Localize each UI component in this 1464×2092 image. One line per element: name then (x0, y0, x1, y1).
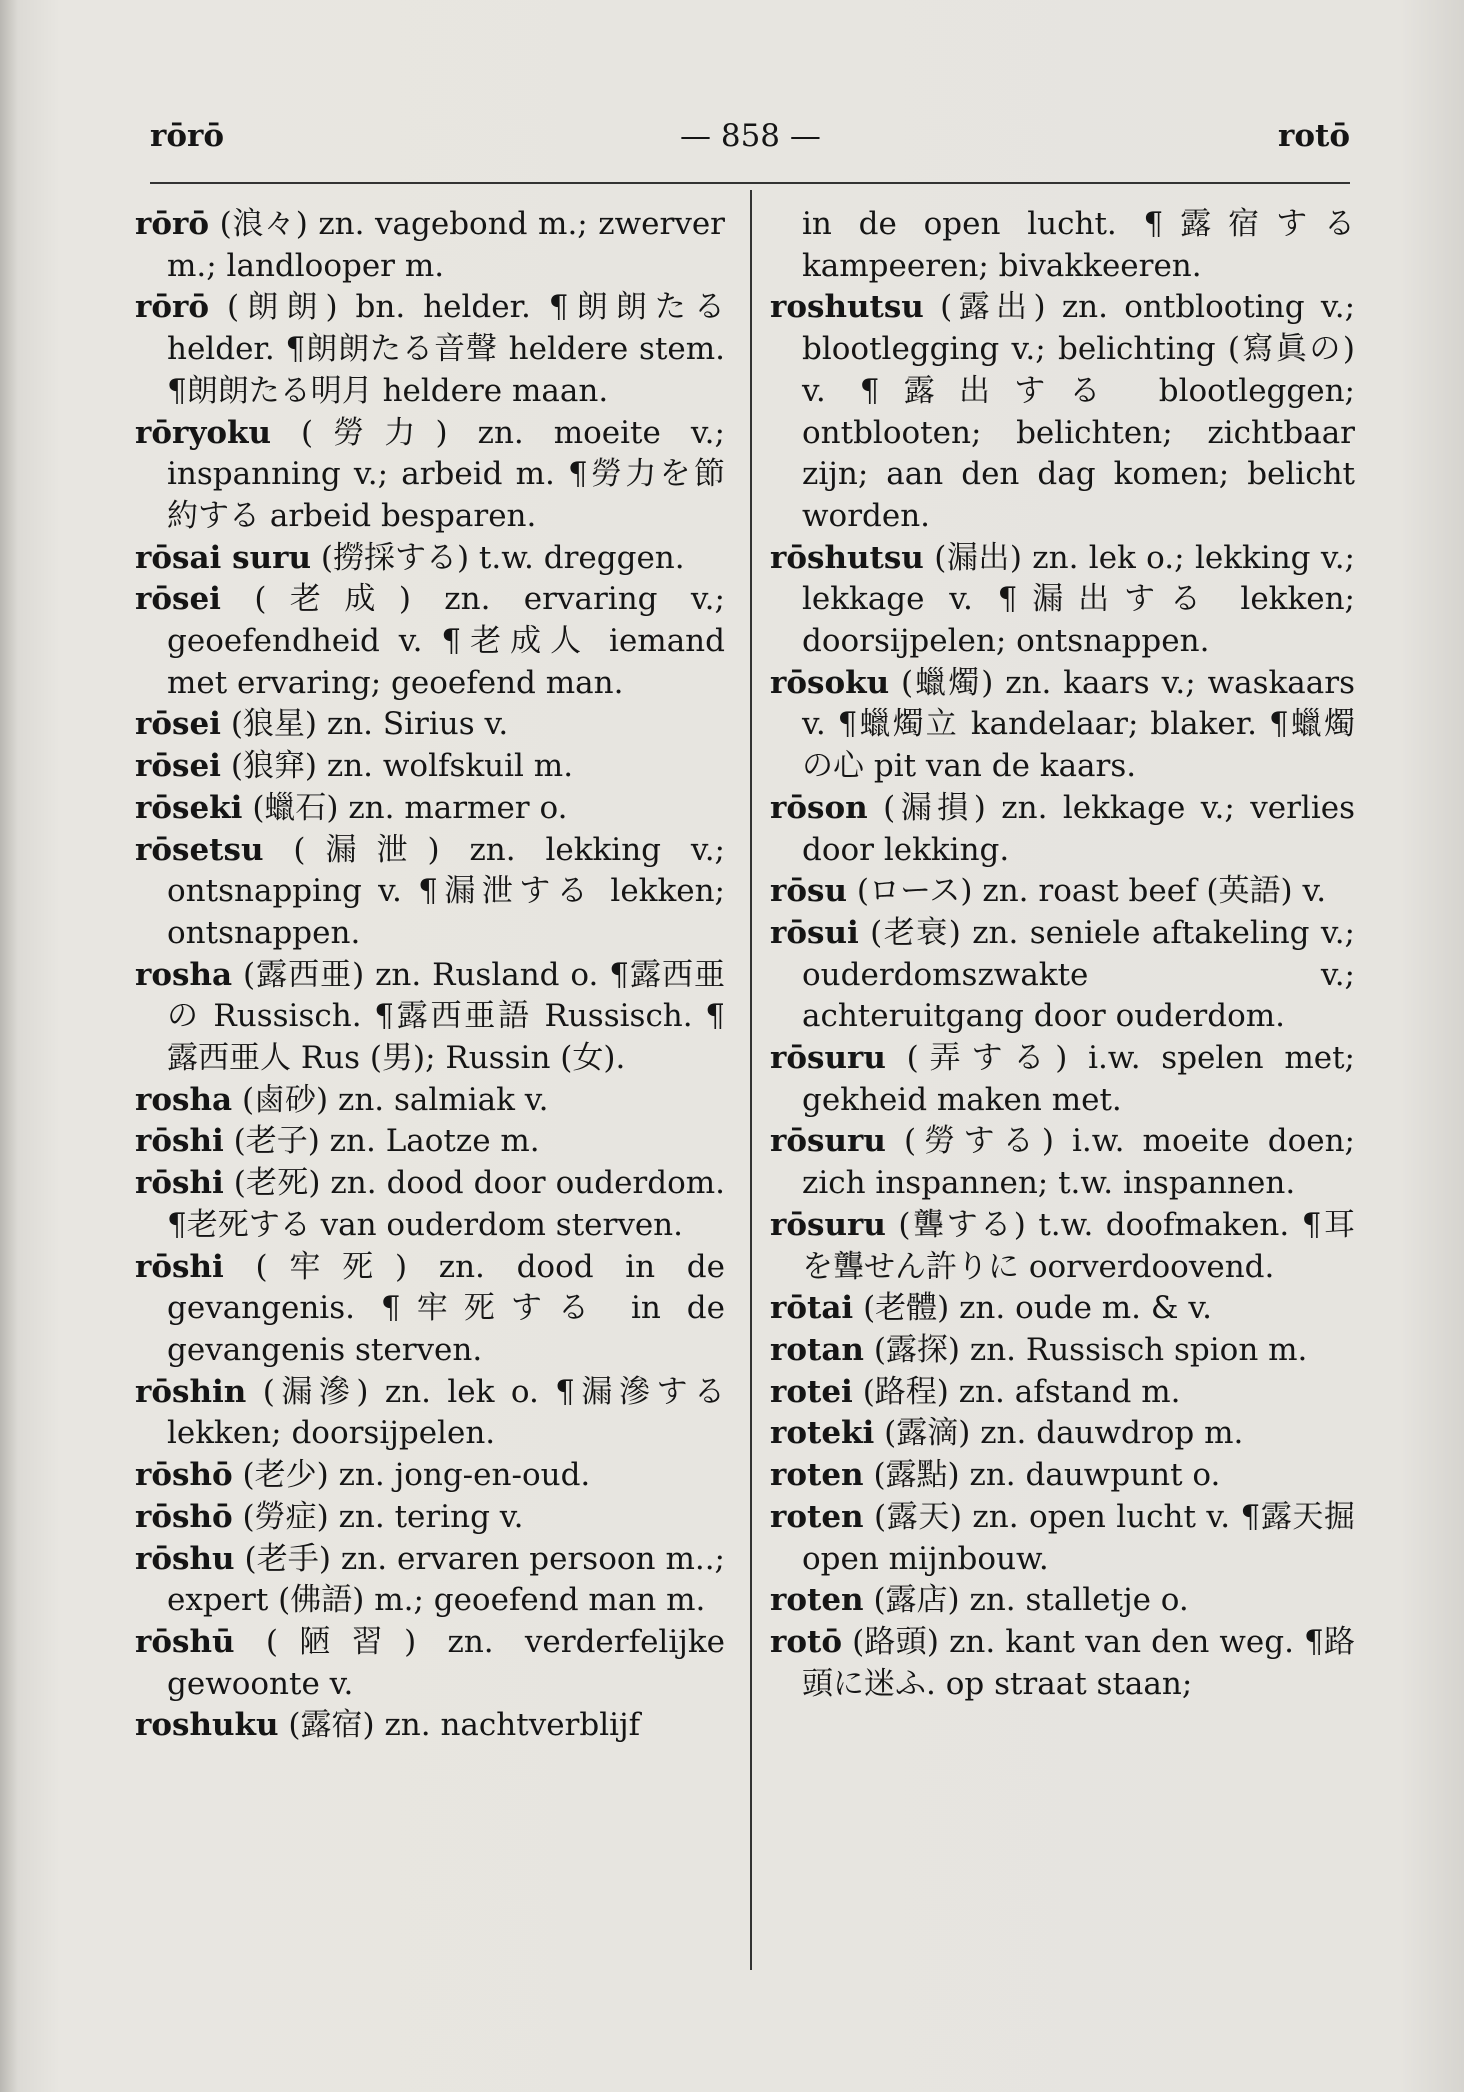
entry-definition: (漏出) zn. lek o.; lekking v.; lekkage v. ¶漏出する lekken; doorsijpelen; ontsnappen. (802, 539, 1355, 660)
dictionary-entry (770, 1205, 1355, 1288)
entry-headword: rōryoku (135, 414, 272, 451)
dictionary-entry (135, 538, 725, 580)
entry-headword: rōshin (135, 1373, 247, 1410)
entry-definition: (漏損) zn. lekkage v.; verlies door lekking. (802, 789, 1356, 868)
entry-headword: rōsei (135, 581, 221, 618)
entry-definition: (鹵砂) zn. salmiak v. (241, 1081, 549, 1118)
dictionary-entry (770, 1497, 1355, 1580)
header-rule (150, 182, 1350, 184)
entry-headword: roshuku (135, 1707, 279, 1744)
entry-headword: rōseki (135, 789, 243, 826)
column-divider (750, 190, 752, 1970)
page-header (150, 118, 1350, 168)
entry-headword: rōsai suru (135, 539, 311, 576)
entry-definition: (老衰) zn. seniele aftakeling v.; ouderdomszwakte v.; achteruitgang door ouderdom. (802, 914, 1356, 1035)
entry-definition: (蠟石) zn. marmer o. (252, 789, 568, 826)
entry-definition: (勞する) i.w. moeite doen; zich inspannen; t.w. inspannen. (802, 1123, 1355, 1202)
entry-definition: (老手) zn. ervaren persoon m..; expert (佛語) m.; geoefend man m. (167, 1540, 725, 1619)
entry-definition: (露滴) zn. dauwdrop m. (884, 1415, 1244, 1452)
entry-headword: rōshi (135, 1123, 224, 1160)
dictionary-entry (135, 704, 725, 746)
dictionary-entry (770, 1288, 1355, 1330)
dictionary-entry (135, 1622, 725, 1705)
dictionary-entry (770, 663, 1355, 788)
page-number: — 858 — (680, 118, 821, 154)
entry-headword: rōrō (135, 289, 210, 326)
entry-definition: (聾する) t.w. doofmaken. ¶耳を聾せん許りに oorverdoovend. (802, 1206, 1356, 1285)
dictionary-entry (135, 204, 725, 287)
dictionary-entry (135, 1455, 725, 1497)
dictionary-entry (770, 287, 1355, 537)
entry-headword: rōshō (135, 1457, 233, 1494)
dictionary-entry (135, 1080, 725, 1122)
right-guide-word: rotō (1277, 118, 1350, 154)
dictionary-entry (135, 287, 725, 412)
dictionary-entry (770, 204, 1355, 287)
entry-headword: rōsuru (770, 1123, 886, 1160)
entry-headword: rotei (770, 1373, 853, 1410)
entry-definition: (撈採する) t.w. dreggen. (320, 539, 685, 576)
entry-definition: (弄する) i.w. spelen met; gekheid maken met. (802, 1040, 1356, 1118)
dictionary-entry (770, 871, 1355, 913)
entry-headword: rōtai (770, 1290, 854, 1327)
entry-definition: (ロース) zn. roast beef (英語) v. (856, 873, 1327, 910)
entry-headword: rōson (770, 789, 868, 826)
dictionary-entry (135, 1247, 725, 1372)
entry-headword: rōsei (135, 748, 221, 785)
dictionary-entry (770, 1580, 1355, 1622)
dictionary-entry (135, 1121, 725, 1163)
dictionary-entry (770, 788, 1355, 871)
entry-headword: roteki (770, 1415, 875, 1452)
entry-headword: rōshi (135, 1248, 224, 1285)
dictionary-entry (770, 1455, 1355, 1497)
entry-headword: rōshū (135, 1623, 235, 1660)
entry-definition: (露探) zn. Russisch spion m. (873, 1331, 1308, 1368)
entry-headword: rōsoku (770, 664, 890, 701)
dictionary-entry (135, 1163, 725, 1246)
dictionary-entry (135, 788, 725, 830)
entry-headword: rotō (770, 1623, 843, 1660)
entry-definition: (狼穽) zn. wolfskuil m. (230, 748, 574, 785)
dictionary-entry (770, 1038, 1355, 1121)
entry-headword: rōsei (135, 706, 221, 743)
dictionary-entry (770, 913, 1355, 1038)
entry-headword: rōrō (135, 206, 210, 242)
entry-headword: rōshutsu (770, 539, 924, 576)
right-column (770, 204, 1355, 1705)
entry-definition: (老少) zn. jong-en-oud. (242, 1457, 591, 1494)
dictionary-entry (135, 579, 725, 704)
entry-definition: (露出) zn. ontblooting v.; blootlegging v.; belichting (寫眞の) v. ¶露出する blootleggen; ontblooten; belichten; zichtbaar zijn; aan den dag komen; belicht worden. (802, 289, 1356, 534)
entry-definition: (露天) zn. open lucht v. ¶露天掘 open mijnbouw. (802, 1498, 1355, 1577)
entry-headword: rotan (770, 1331, 864, 1368)
entry-headword: rōshi (135, 1165, 224, 1202)
entry-definition: (老死) zn. dood door ouderdom. ¶老死する van ouderdom sterven. (167, 1165, 725, 1243)
entry-definition: (朗朗) bn. helder. ¶朗朗たる helder. ¶朗朗たる音聲 heldere stem. ¶朗朗たる明月 heldere maan. (167, 289, 725, 409)
entry-headword: roten (770, 1498, 864, 1535)
entry-definition: (陋習) zn. verderfelijke gewoonte v. (167, 1623, 725, 1702)
entry-headword: rōsetsu (135, 831, 264, 868)
left-guide-word: rōrō (150, 118, 225, 154)
entry-definition: (露宿) zn. nachtverblijf (288, 1707, 641, 1744)
dictionary-entry (770, 1622, 1355, 1705)
dictionary-entry (135, 1372, 725, 1455)
entry-definition: (牢死) zn. dood in de gevangenis. ¶牢死する in de gevangenis sterven. (167, 1248, 725, 1368)
entry-definition: (浪々) zn. vagebond m.; zwerver m.; landlooper m. (167, 206, 725, 284)
entry-definition: (蠟燭) zn. kaars v.; waskaars v. ¶蠟燭立 kandelaar; blaker. ¶蠟燭の心 pit van de kaars. (802, 664, 1355, 785)
dictionary-entry (135, 1497, 725, 1539)
entry-headword: roten (770, 1582, 864, 1619)
dictionary-entry (135, 1705, 725, 1747)
entry-definition: (露店) zn. stalletje o. (873, 1582, 1189, 1619)
entry-headword: rōsui (770, 914, 859, 951)
dictionary-entry (770, 1372, 1355, 1414)
entry-definition: in de open lucht. ¶露宿する kampeeren; bivakkeeren. (802, 206, 1355, 284)
entry-definition: (漏滲) zn. lek o. ¶漏滲する lekken; doorsijpelen. (167, 1373, 726, 1452)
entry-headword: rōshu (135, 1540, 235, 1577)
entry-definition: (露點) zn. dauwpunt o. (873, 1457, 1221, 1494)
dictionary-entry (770, 1330, 1355, 1372)
entry-headword: rōsuru (770, 1040, 886, 1077)
entry-headword: roten (770, 1457, 864, 1494)
entry-headword: rōshō (135, 1498, 233, 1535)
dictionary-entry (135, 955, 725, 1080)
dictionary-entry (135, 413, 725, 538)
entry-definition: (老子) zn. Laotze m. (233, 1123, 540, 1160)
entry-headword: rōsuru (770, 1206, 886, 1243)
entry-definition: (勞症) zn. tering v. (242, 1498, 524, 1535)
dictionary-entry (135, 1539, 725, 1622)
dictionary-entry (135, 746, 725, 788)
entry-headword: rosha (135, 1081, 233, 1118)
entry-definition: (老成) zn. ervaring v.; geoefendheid v. ¶老成人 iemand met ervaring; geoefend man. (167, 581, 725, 701)
entry-headword: rōsu (770, 873, 848, 910)
entry-definition: (勞力) zn. moeite v.; inspanning v.; arbeid m. ¶勞力を節約する arbeid besparen. (167, 414, 725, 534)
entry-definition: (老體) zn. oude m. & v. (863, 1290, 1213, 1327)
entry-definition: (狼星) zn. Sirius v. (230, 706, 509, 743)
entry-headword: rosha (135, 956, 233, 993)
entry-definition: (路程) zn. afstand m. (862, 1373, 1181, 1410)
dictionary-entry (770, 1413, 1355, 1455)
dictionary-entry (135, 830, 725, 955)
entry-headword: roshutsu (770, 289, 924, 326)
entry-definition: (露西亜) zn. Rusland o. ¶露西亜の Russisch. ¶露西亜語 Russisch. ¶露西亜人 Rus (男); Russin (女). (167, 956, 725, 1077)
entry-definition: (漏泄) zn. lekking v.; ontsnapping v. ¶漏泄する lekken; ontsnappen. (167, 831, 726, 951)
dictionary-entry (770, 1121, 1355, 1204)
left-column (135, 204, 725, 1747)
dictionary-entry (770, 538, 1355, 663)
entry-definition: (路頭) zn. kant van den weg. ¶路頭に迷ふ. op straat staan; (802, 1623, 1355, 1702)
